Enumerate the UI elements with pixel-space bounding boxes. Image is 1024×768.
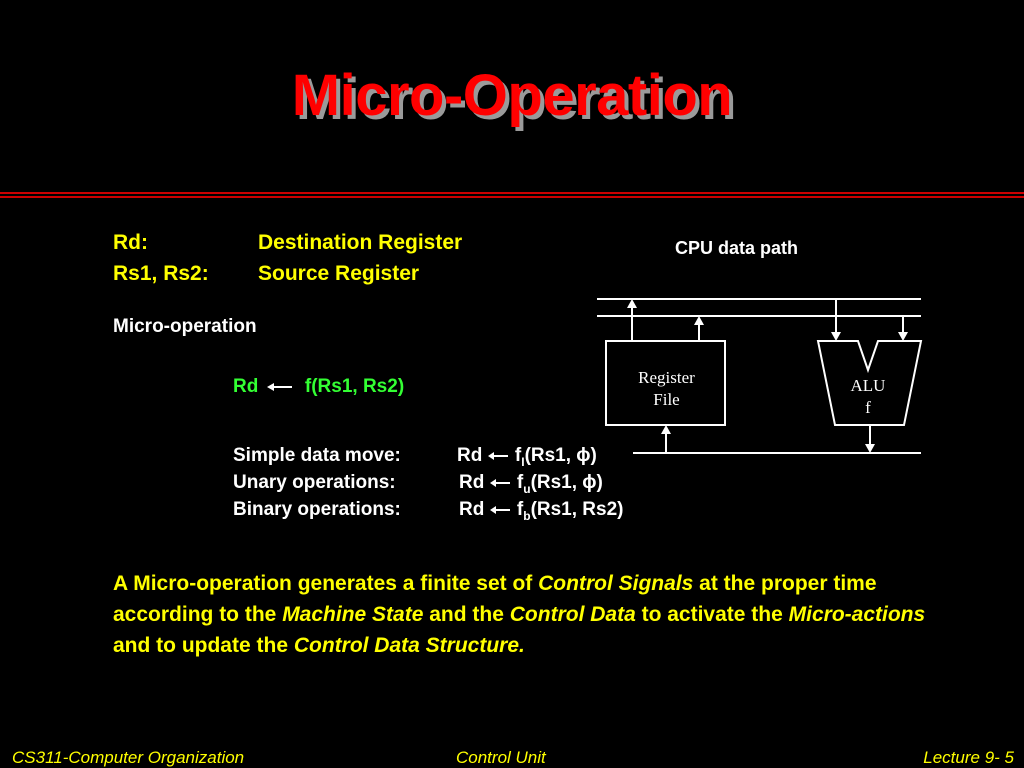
micro-op-label: Micro-operation <box>113 316 257 337</box>
def-term-rd: Rd: <box>113 231 148 254</box>
alu-label-line1: ALU <box>850 376 886 395</box>
para-emphasis: Control Signals <box>538 572 694 595</box>
register-file-label <box>606 367 727 411</box>
para-text: to activate the <box>635 603 789 626</box>
para-text: A Micro-operation generates a finite set of <box>113 572 539 595</box>
op-f: f <box>514 445 522 466</box>
footer-course: CS311-Computer Organization <box>12 748 245 767</box>
formula-lhs: Rd <box>233 376 259 397</box>
para-emphasis: Machine State <box>282 603 424 626</box>
para-text: and to update the <box>113 634 294 657</box>
def-desc-rd: Destination Register <box>258 231 463 254</box>
arrow-head-icon <box>865 444 875 453</box>
register-file-label-line2: File <box>653 390 680 409</box>
op-args: (Rs1, ϕ) <box>530 472 603 493</box>
para-text: at the proper time according to the <box>113 572 877 626</box>
op-f-sub: I <box>521 454 525 469</box>
op-rd: Rd <box>457 445 483 466</box>
para-emphasis: Micro-actions <box>788 603 926 626</box>
diagram-caption: CPU data path <box>675 238 799 258</box>
arrow-head-icon <box>661 425 671 434</box>
op-f-sub: b <box>523 508 531 523</box>
para-emphasis: Control Data <box>509 603 636 626</box>
op-args: (Rs1, ϕ) <box>524 445 597 466</box>
footer-topic: Control Unit <box>456 748 546 767</box>
para-emphasis: Control Data Structure. <box>293 634 525 657</box>
op-rd: Rd <box>459 472 485 493</box>
register-file-label-line1: Register <box>638 368 695 387</box>
def-term-rs: Rs1, Rs2: <box>113 262 209 285</box>
footer-lecture: Lecture 9- 5 <box>923 748 1014 767</box>
arrow-head-icon <box>627 299 637 308</box>
description-paragraph <box>113 568 963 661</box>
op-label-binary: Binary operations: <box>233 499 401 520</box>
arrow-head-icon <box>694 316 704 325</box>
arrow-head-icon <box>898 332 908 341</box>
op-f-sub: u <box>523 481 531 496</box>
def-desc-rs: Source Register <box>258 262 420 285</box>
formula-rhs: f(Rs1, Rs2) <box>304 376 405 397</box>
op-f: f <box>516 472 524 493</box>
op-f: f <box>516 499 524 520</box>
op-label-simple: Simple data move: <box>233 445 401 466</box>
op-rd: Rd <box>459 499 485 520</box>
slide-title: Micro-Operation <box>291 63 733 128</box>
op-args: (Rs1, Rs2) <box>530 499 624 520</box>
op-label-unary: Unary operations: <box>233 472 396 493</box>
alu-label-line2: f <box>865 398 871 417</box>
alu-label <box>838 375 898 419</box>
arrow-head-icon <box>831 332 841 341</box>
para-text: and the <box>423 603 510 626</box>
